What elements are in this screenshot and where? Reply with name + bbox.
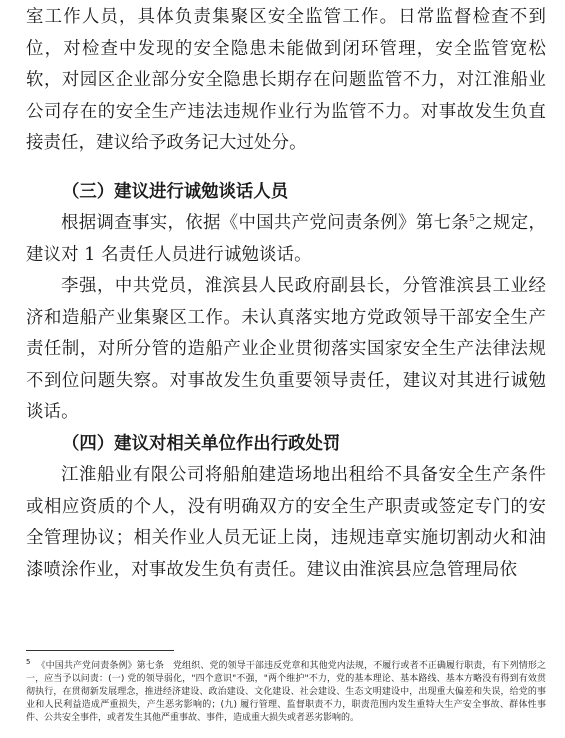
footnote-text: 《中国共产党问责条例》第七条 党组织、党的领导干部违反党章和其他党内法规，不履行或者不正确履行职责，有下列情形之一，应当予以问责：(一) 党的领导弱化，"四个意识"不强，"两个维护"不力，党的基本理论、基本路线、基本方略没有得到有效贯彻执行，在贯彻新发展理念，推进经济建设、政治建设、文化建设、社会建设、生态文明建设中，出现重大偏差和失误，给党的事业和人民利益造成严重损失，产生恶劣影响的；(九) 履行管理、监督职责不力，职责范围内发生重特大生产安全事故、群体性事件、公共安全事件，或者发生其他严重事故、事件，造成重大损失或者恶劣影响的。: [26, 661, 546, 723]
section-heading-administrative-penalty: （四）建议对相关单位作出行政处罚: [62, 434, 341, 454]
section-heading-admonition-talk: （三）建议进行诚勉谈话人员: [62, 182, 289, 202]
paragraph-li-qiang: 李强，中共党员，淮滨县人民政府副县长，分管淮滨县工业经济和造船产业集聚区工作。未认真落实地方党政领导干部安全生产责任制，对所分管的造船产业企业贯彻落实国家安全生产法律法规不到位问题失察。对事故发生负重要领导责任，建议对其进行诚勉谈话。: [26, 276, 546, 422]
paragraph-responsibility-details: 室工作人员，具体负责集聚区安全监管工作。日常监督检查不到位，对检查中发现的安全隐患未能做到闭环管理，安全监管宽松软，对园区企业部分安全隐患长期存在问题监管不力，对江淮船业公司存在的安全生产违法违规作业行为监管不力。对事故发生负直接责任，建议给予政务记大过处分。: [26, 7, 546, 153]
footnote-divider: [26, 650, 174, 651]
paragraph-jianghuai-shipyard: 江淮船业有限公司将船舶建造场地出租给不具备安全生产条件或相应资质的个人，没有明确双方的安全生产职责或签定专门的安全管理协议；相关作业人员无证上岗，违规违章实施切割动火和油漆喷涂作业，对事故发生负有责任。建议由淮滨县应急管理局依: [26, 465, 546, 580]
footnote-reference: 5: [469, 214, 476, 225]
footnote-marker: 5: [26, 658, 31, 666]
paragraph-regulation-basis: [26, 208, 546, 271]
footnote: [26, 656, 546, 725]
regulation-text-after: 之规定，建议对 1 名责任人员进行诚勉谈话。: [26, 213, 546, 265]
regulation-text-before: 根据调查事实，依据《中国共产党问责条例》第七条: [61, 213, 470, 233]
